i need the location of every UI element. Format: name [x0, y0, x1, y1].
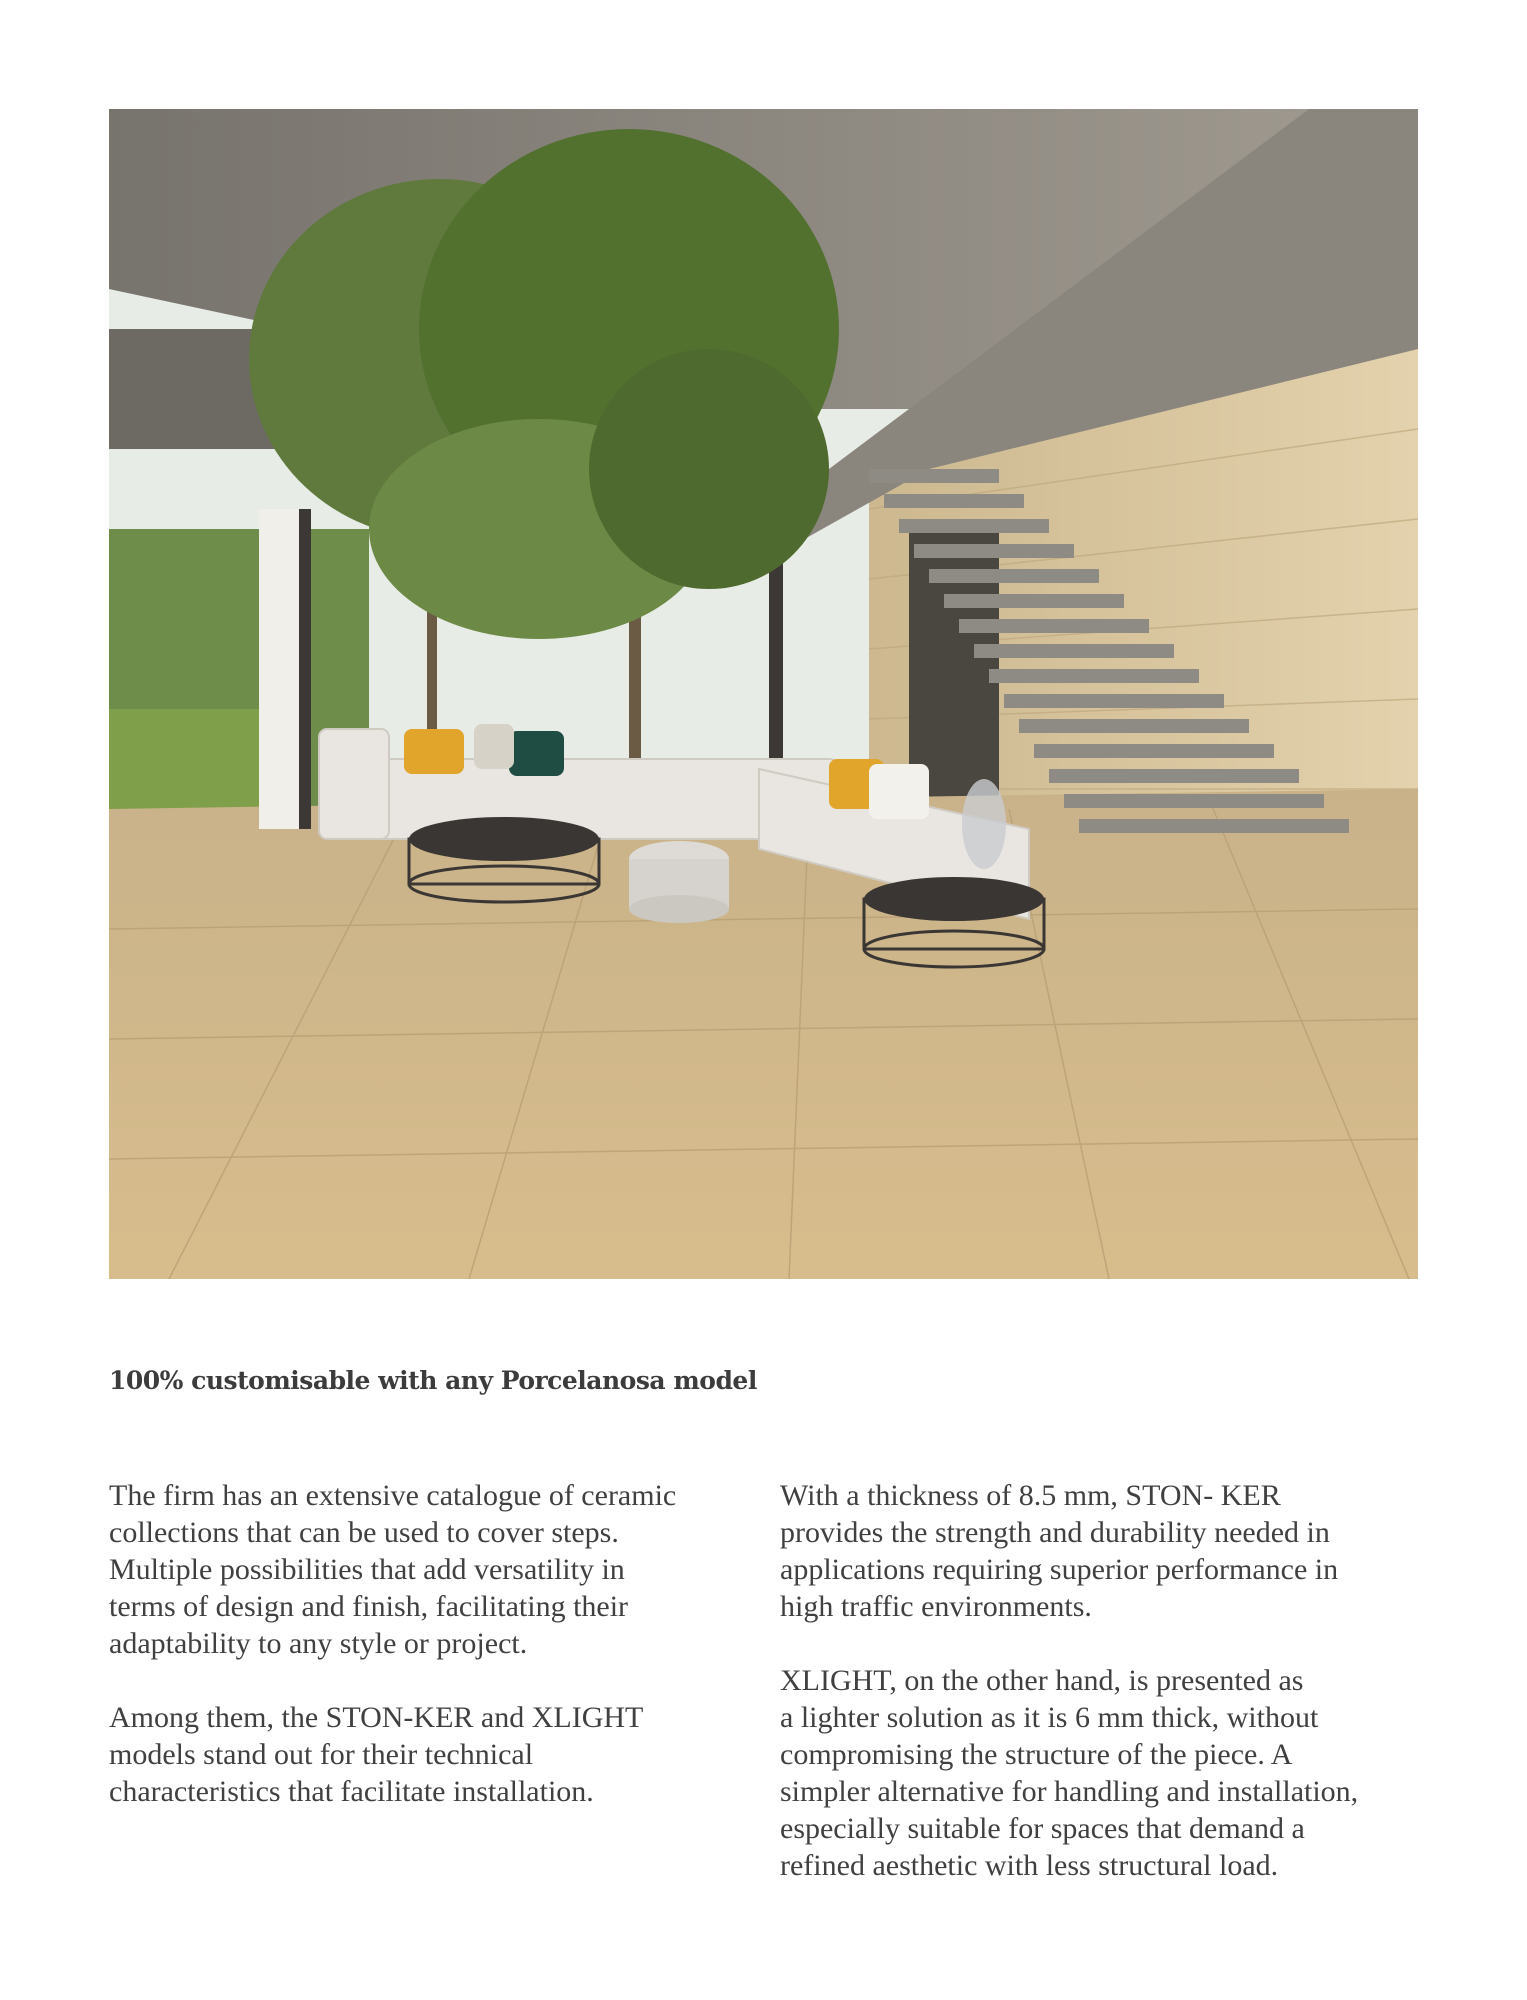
- paragraph: XLIGHT, on the other hand, is presented as a lighter solution as it is 6 mm thick, without compromising the structure of the piece. A simpler alternative for handling and installation, especially suitable for spaces that demand a refined aesthetic with less structural load.: [780, 1664, 1359, 1882]
- curtain: [259, 509, 299, 829]
- floor: [109, 789, 1418, 1279]
- left-column: [109, 1477, 749, 1847]
- section-heading: 100% customisable with any Porcelanosa model: [109, 1366, 757, 1395]
- paragraph: With a thickness of 8.5 mm, STON- KER provides the strength and durability needed in applications requiring superior performance in high traffic environments.: [780, 1479, 1339, 1623]
- interior-illustration: [109, 109, 1418, 1279]
- pouf: [629, 841, 729, 923]
- hero-photo: [109, 109, 1418, 1279]
- paragraph: Among them, the STON-KER and XLIGHT models stand out for their technical characteristics that facilitate installation.: [109, 1701, 644, 1808]
- right-column: [780, 1477, 1440, 1921]
- paragraph: The firm has an extensive catalogue of ceramic collections that can be used to cover steps. Multiple possibilities that add versatility in terms of design and finish, facilitating their adaptability to any style or project.: [109, 1479, 677, 1660]
- column-left: [299, 509, 311, 829]
